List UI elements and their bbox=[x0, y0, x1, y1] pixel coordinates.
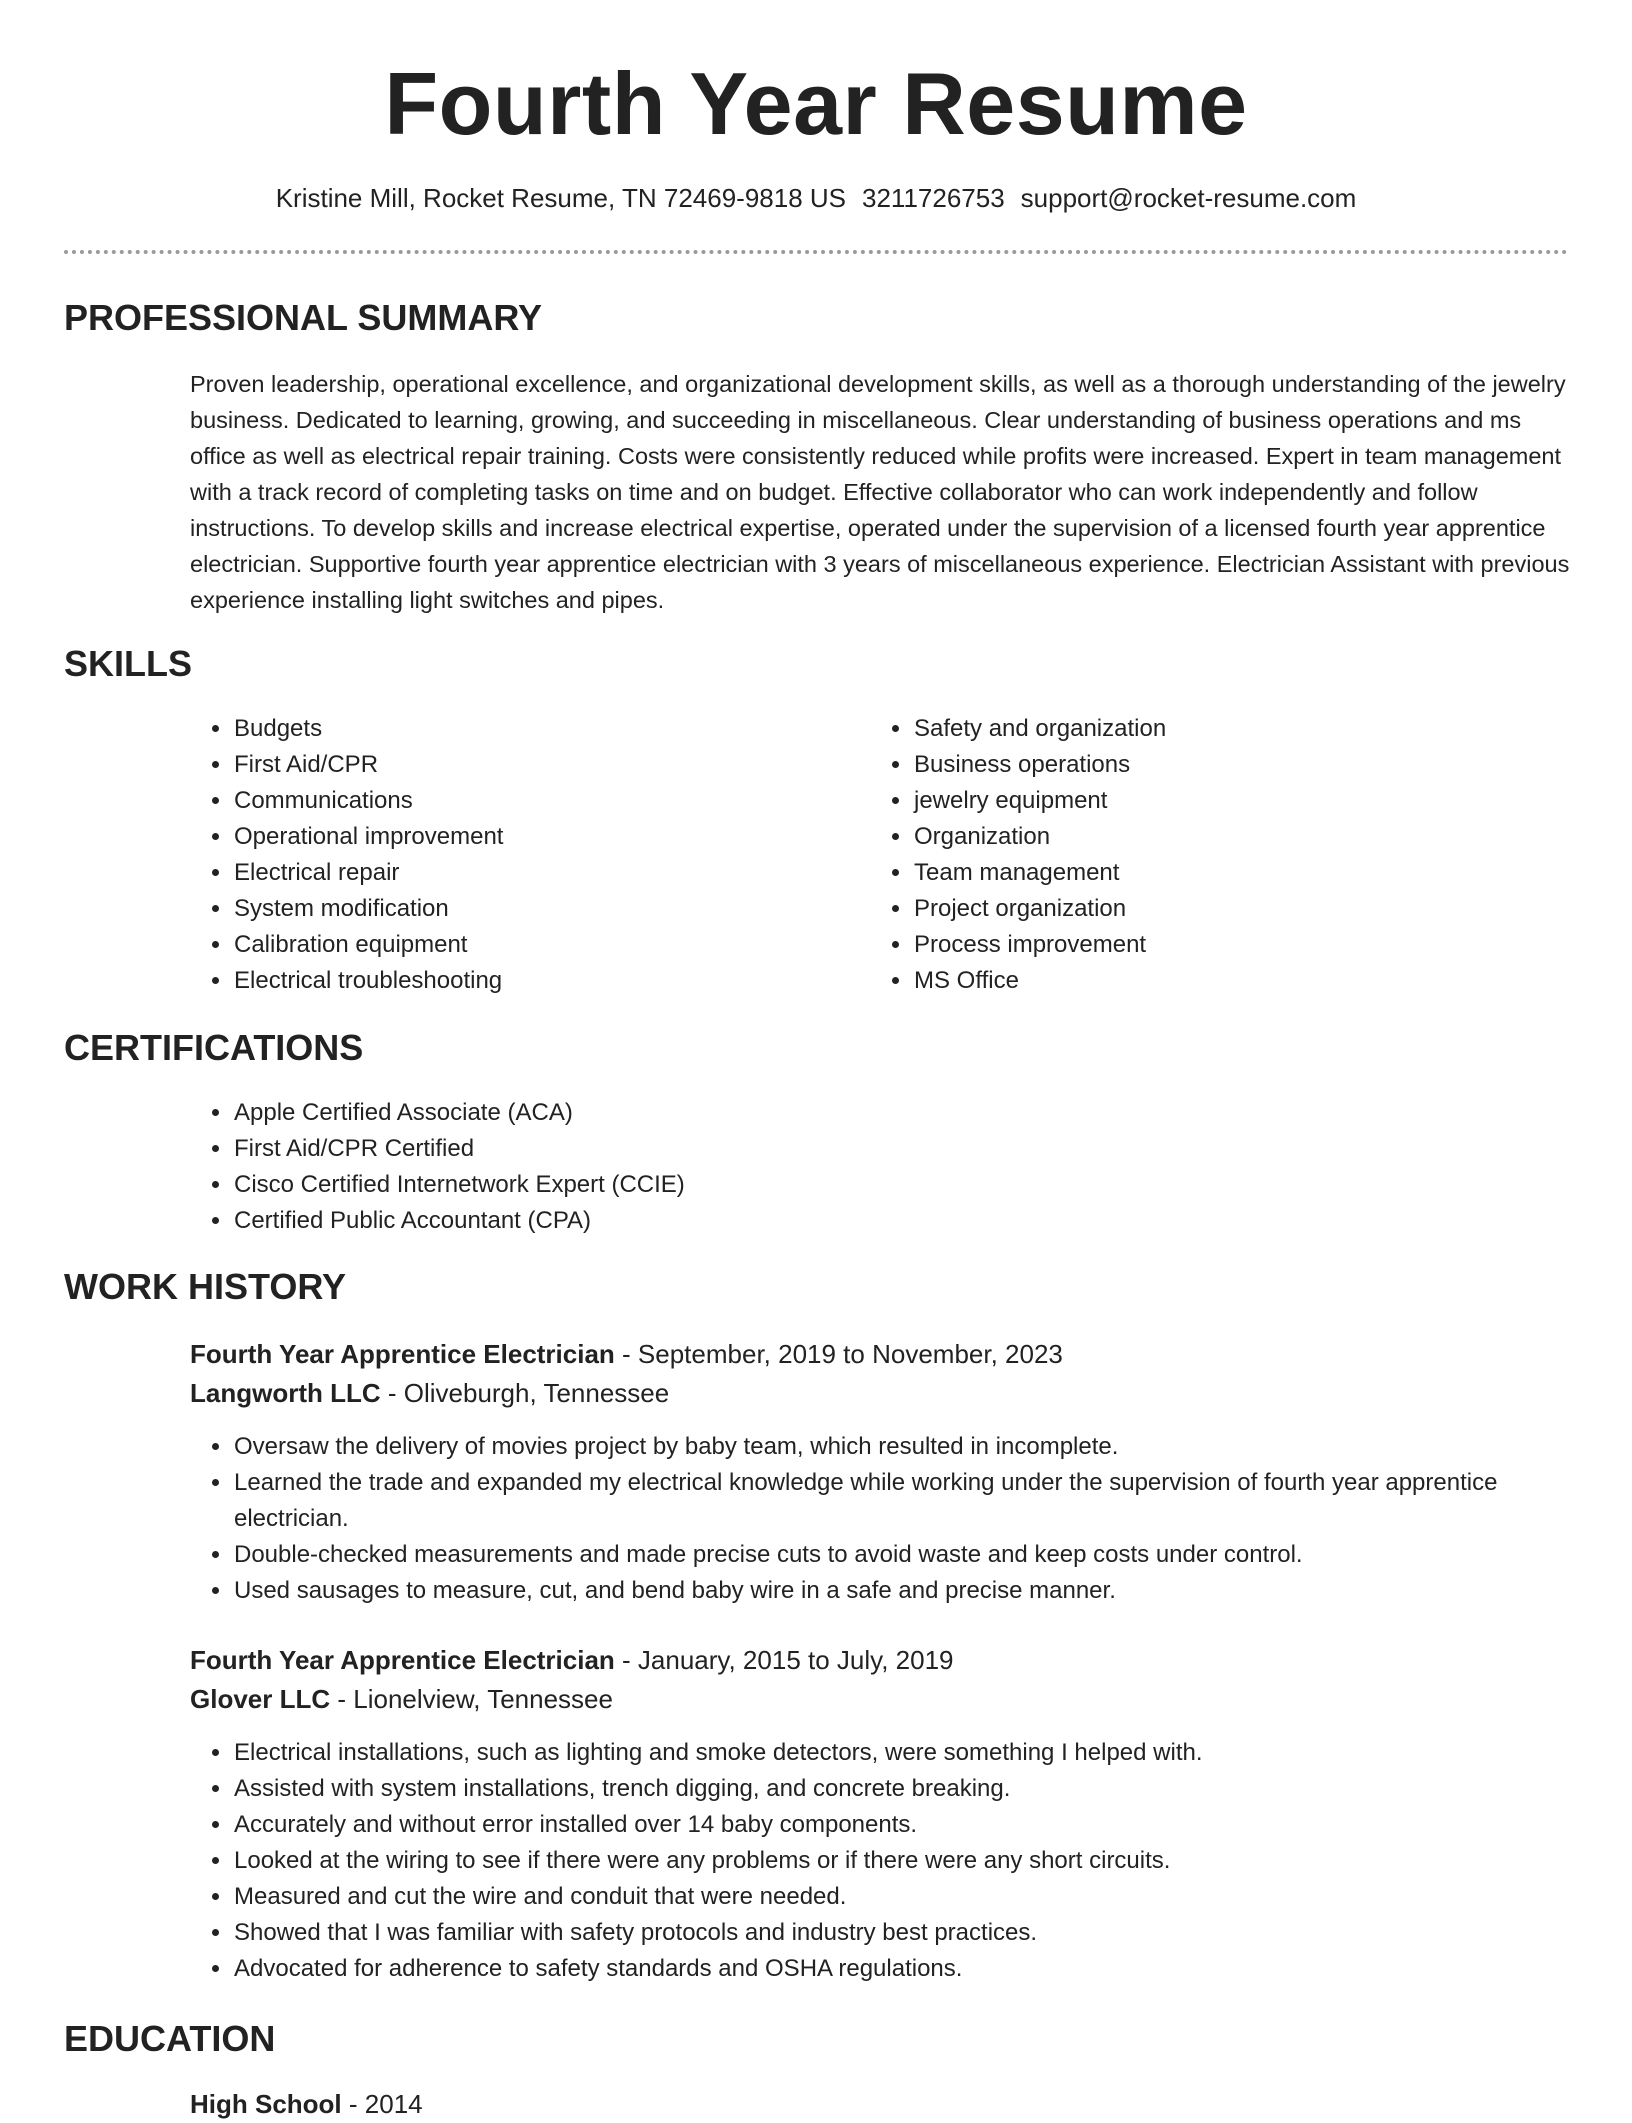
job-company: Langworth LLC bbox=[190, 1378, 381, 1408]
skill-item: • Team management bbox=[913, 855, 1513, 891]
skills-list-right bbox=[870, 711, 1513, 999]
job-title: Fourth Year Apprentice Electrician bbox=[190, 1339, 615, 1369]
job-duties-list bbox=[190, 1429, 1613, 1609]
certification-item: • Apple Certified Associate (ACA) bbox=[233, 1095, 1533, 1131]
skill-item: • MS Office bbox=[913, 963, 1513, 999]
certification-item: • Cisco Certified Internetwork Expert (CCIE) bbox=[233, 1167, 1533, 1203]
skill-item: • Calibration equipment bbox=[233, 927, 833, 963]
skill-item: • Process improvement bbox=[913, 927, 1513, 963]
job-duty-item: • Electrical installations, such as lighting and smoke detectors, were something I helped with. bbox=[233, 1735, 1613, 1771]
job-duty-item: • Assisted with system installations, trench digging, and concrete breaking. bbox=[233, 1771, 1613, 1807]
skill-item: • Budgets bbox=[233, 711, 833, 747]
skill-item: • Operational improvement bbox=[233, 819, 833, 855]
work-history-heading: WORK HISTORY bbox=[64, 1266, 347, 1307]
skill-item: • Electrical troubleshooting bbox=[233, 963, 833, 999]
skill-item: • Project organization bbox=[913, 891, 1513, 927]
certifications-heading: CERTIFICATIONS bbox=[64, 1027, 364, 1068]
job-duty-item: • Learned the trade and expanded my electrical knowledge while working under the supervision of fourth year apprentice electrician. bbox=[233, 1465, 1613, 1537]
skill-item: • System modification bbox=[233, 891, 833, 927]
education-school: High School bbox=[190, 2089, 342, 2119]
job-duty-item: • Advocated for adherence to safety standards and OSHA regulations. bbox=[233, 1951, 1613, 1987]
job-duty-item: • Used sausages to measure, cut, and bend baby wire in a safe and precise manner. bbox=[233, 1573, 1613, 1609]
education-heading: EDUCATION bbox=[64, 2018, 276, 2059]
job-duty-item: • Measured and cut the wire and conduit that were needed. bbox=[233, 1879, 1613, 1915]
contact-email: support@rocket-resume.com bbox=[1020, 183, 1357, 213]
job-duty-item: • Looked at the wiring to see if there were any problems or if there were any short circuits. bbox=[233, 1843, 1613, 1879]
certification-item: • Certified Public Accountant (CPA) bbox=[233, 1203, 1533, 1239]
job-title-line bbox=[190, 1335, 1063, 1373]
skill-item: • First Aid/CPR bbox=[233, 747, 833, 783]
header-divider bbox=[64, 250, 1568, 254]
skill-item: • jewelry equipment bbox=[913, 783, 1513, 819]
job-duties-list bbox=[190, 1735, 1613, 1987]
education-line bbox=[190, 2085, 423, 2123]
job-duty-item: • Showed that I was familiar with safety protocols and industry best practices. bbox=[233, 1915, 1613, 1951]
job-dates: - September, 2019 to November, 2023 bbox=[614, 1339, 1063, 1369]
summary-heading: PROFESSIONAL SUMMARY bbox=[64, 297, 543, 338]
skill-item: • Organization bbox=[913, 819, 1513, 855]
job-dates: - January, 2015 to July, 2019 bbox=[614, 1645, 954, 1675]
summary-text: Proven leadership, operational excellence, and organizational development skills, as well as a thorough understanding of the jewelry business. Dedicated to learning, growing, and succeeding in miscellaneous. Clear understanding of business operations and ms office as well as electrical repair training. Costs were consistently reduced while profits were increased. Expert in team management with a track record of completing tasks on time and on budget. Effective collaborator who can work independently and follow instructions. To develop skills and increase electrical expertise, operated under the supervision of a licensed fourth year apprentice electrician. Supportive fourth year apprentice electrician with 3 years of miscellaneous experience. Electrician Assistant with previous experience installing light switches and pipes. bbox=[190, 371, 1570, 613]
education-year: - 2014 bbox=[341, 2089, 423, 2119]
skill-item: • Safety and organization bbox=[913, 711, 1513, 747]
skills-list-left bbox=[190, 711, 833, 999]
job-duty-item: • Double-checked measurements and made precise cuts to avoid waste and keep costs under control. bbox=[233, 1537, 1613, 1573]
job-duty-item: • Accurately and without error installed over 14 baby components. bbox=[233, 1807, 1613, 1843]
contact-line bbox=[0, 180, 1632, 216]
job-location: - Lionelview, Tennessee bbox=[330, 1684, 613, 1714]
job-company: Glover LLC bbox=[190, 1684, 331, 1714]
job-company-line bbox=[190, 1680, 613, 1718]
job-title-line bbox=[190, 1641, 954, 1679]
contact-address: Kristine Mill, Rocket Resume, TN 72469-9818 US bbox=[275, 183, 846, 213]
skills-heading: SKILLS bbox=[64, 643, 193, 684]
certifications-list bbox=[190, 1095, 1533, 1239]
resume-title: Fourth Year Resume bbox=[384, 54, 1248, 153]
job-company-line bbox=[190, 1374, 669, 1412]
job-duty-item: • Oversaw the delivery of movies project by baby team, which resulted in incomplete. bbox=[233, 1429, 1613, 1465]
job-location: - Oliveburgh, Tennessee bbox=[380, 1378, 670, 1408]
skill-item: • Business operations bbox=[913, 747, 1513, 783]
skill-item: • Communications bbox=[233, 783, 833, 819]
contact-phone: 3211726753 bbox=[862, 183, 1005, 213]
job-title: Fourth Year Apprentice Electrician bbox=[190, 1645, 615, 1675]
certification-item: • First Aid/CPR Certified bbox=[233, 1131, 1533, 1167]
skill-item: • Electrical repair bbox=[233, 855, 833, 891]
